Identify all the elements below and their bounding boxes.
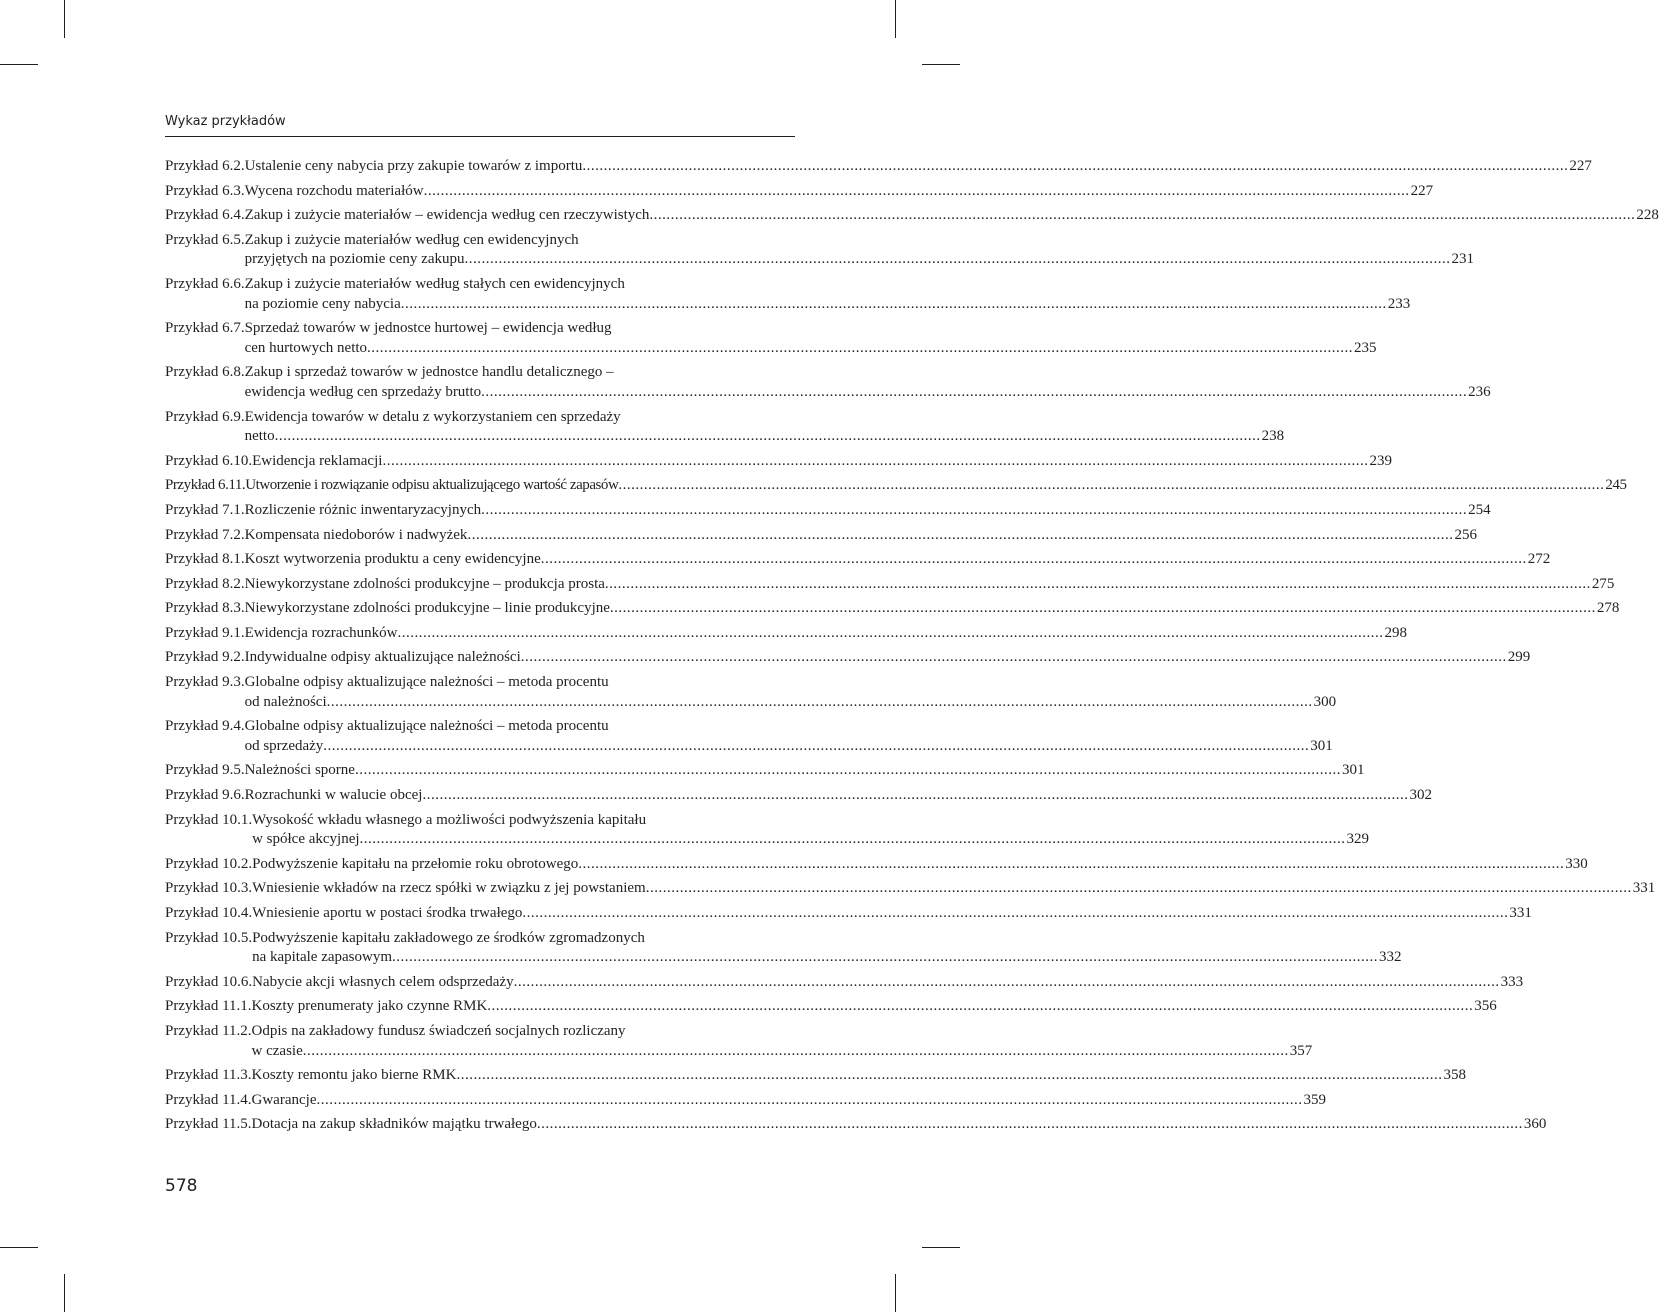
dot-leader — [481, 383, 1467, 403]
toc-entry[interactable] — [165, 206, 1659, 226]
example-title-line: Podwyższenie kapitału na przełomie roku obrotowego — [252, 855, 579, 872]
toc-entry[interactable] — [165, 526, 1477, 546]
dot-leader — [401, 295, 1387, 315]
example-number: Przykład 9.3. — [165, 674, 245, 691]
example-title — [245, 575, 1615, 595]
example-title — [245, 624, 1407, 644]
example-title — [252, 904, 1532, 924]
page-ref[interactable]: 358 — [1443, 1067, 1466, 1084]
crop-mark-bottom-left-horizontal — [0, 1247, 38, 1248]
dot-leader — [481, 501, 1467, 521]
page-ref[interactable]: 330 — [1565, 855, 1588, 872]
example-title-line: Utworzenie i rozwiązanie odpisu aktualizującego wartość zapasów — [245, 477, 619, 494]
page-ref[interactable]: 360 — [1523, 1116, 1547, 1133]
example-title-line: Zakup i zużycie materiałów – ewidencja według cen rzeczywistych — [244, 207, 650, 224]
example-number: Przykład 8.3. — [165, 600, 245, 617]
toc-entry[interactable] — [165, 599, 1620, 619]
example-title-line: Wniesienie aportu w postaci środka trwałego — [252, 905, 523, 921]
example-title-line: Koszty remontu jako bierne RMK — [251, 1067, 457, 1084]
example-title-line: Rozrachunki w walucie obcej — [244, 787, 423, 804]
dot-leader — [303, 1042, 1289, 1062]
example-number: Przykład 10.4. — [165, 905, 253, 921]
example-title — [245, 476, 1626, 496]
example-number: Przykład 10.6. — [165, 973, 253, 990]
toc-entry[interactable] — [165, 624, 1407, 644]
page-ref[interactable]: 356 — [1474, 998, 1497, 1015]
toc-entry[interactable] — [165, 648, 1531, 668]
dot-leader — [360, 830, 1346, 850]
dot-leader — [610, 599, 1596, 619]
toc-entry[interactable] — [165, 929, 1402, 968]
example-title-line: Wniesienie wkładów na rzecz spółki w związku z jej powstaniem — [252, 880, 646, 897]
toc-entry[interactable] — [165, 786, 1432, 806]
example-title-line: Gwarancje — [251, 1091, 317, 1108]
example-title — [252, 879, 1655, 899]
dot-leader — [392, 948, 1378, 968]
page-ref[interactable]: 236 — [1468, 383, 1491, 400]
page-ref[interactable]: 233 — [1387, 295, 1411, 312]
example-number: Przykład 11.3. — [165, 1067, 252, 1084]
example-number: Przykład 6.3. — [165, 182, 245, 199]
example-title — [245, 206, 1659, 226]
example-title — [245, 319, 1377, 358]
example-number: Przykład 6.9. — [165, 408, 245, 425]
crop-mark-top-left-vertical — [64, 0, 65, 38]
dot-leader — [646, 879, 1632, 899]
crop-mark-bottom-right-vertical — [895, 1274, 896, 1312]
example-title-line: cen hurtowych netto — [244, 339, 368, 356]
example-title-line: Nabycie akcji własnych celem odsprzedaży — [252, 973, 514, 990]
page-number: 578 — [165, 1176, 198, 1196]
dot-leader — [541, 550, 1527, 570]
crop-mark-bottom-left-vertical — [64, 1274, 65, 1312]
example-title-line: Dotacja na zakup składników majątku trwałego — [251, 1116, 537, 1133]
example-title-line: Sprzedaż towarów w jednostce hurtowej – ewidencja według — [244, 320, 612, 337]
example-number: Przykład 9.2. — [165, 649, 245, 666]
example-number: Przykład 11.4. — [165, 1091, 252, 1108]
example-number: Przykład 9.5. — [165, 762, 245, 779]
toc-entry[interactable] — [165, 363, 1491, 402]
example-title-line: Kompensata niedoborów i nadwyżek — [244, 526, 468, 543]
dot-leader — [456, 1066, 1442, 1086]
toc-entry[interactable] — [165, 476, 1627, 496]
example-title-line: Globalne odpisy aktualizujące należności – metoda procentu — [244, 674, 609, 691]
crop-mark-top-right-horizontal — [922, 64, 960, 65]
example-number: Przykład 6.8. — [165, 364, 245, 381]
page-ref[interactable]: 256 — [1454, 526, 1477, 543]
example-title-line: Indywidualne odpisy aktualizujące należności — [244, 649, 521, 666]
example-title — [245, 761, 1365, 781]
page-ref[interactable]: 227 — [1569, 158, 1592, 174]
toc-entry[interactable] — [165, 1022, 1313, 1061]
example-title-line: od należności — [244, 693, 327, 710]
toc-entry[interactable] — [165, 575, 1615, 595]
page-ref[interactable]: 301 — [1310, 737, 1333, 754]
dot-leader — [649, 206, 1635, 226]
toc-entry[interactable] — [165, 811, 1370, 850]
dot-leader — [537, 1115, 1523, 1135]
example-title — [245, 550, 1551, 570]
example-title-line: Koszty prenumeraty jako czynne RMK — [251, 998, 488, 1015]
example-title — [252, 1091, 1326, 1111]
toc-entry[interactable] — [165, 157, 1592, 177]
dot-leader — [275, 427, 1261, 447]
example-number: Przykład 10.1. — [165, 811, 253, 828]
page-ref[interactable]: 275 — [1591, 575, 1615, 592]
dot-leader — [316, 1091, 1302, 1111]
page-ref[interactable]: 254 — [1468, 501, 1491, 518]
dot-leader — [355, 761, 1341, 781]
example-title-line: na poziomie ceny nabycia — [244, 295, 401, 312]
example-title-line: w czasie — [251, 1042, 303, 1059]
toc-entry[interactable] — [165, 319, 1377, 358]
example-number: Przykład 8.2. — [165, 575, 245, 592]
example-number: Przykład 11.1. — [165, 998, 252, 1015]
toc-entry[interactable] — [165, 1066, 1466, 1086]
example-title — [245, 501, 1491, 521]
example-number: Przykład 9.1. — [165, 624, 245, 641]
crop-mark-bottom-right-horizontal — [922, 1247, 960, 1248]
example-title — [252, 855, 1588, 875]
page-ref[interactable]: 235 — [1354, 339, 1377, 356]
dot-leader — [382, 452, 1368, 472]
page-ref[interactable]: 227 — [1410, 182, 1434, 199]
toc-entry[interactable] — [165, 673, 1337, 712]
example-title — [245, 673, 1337, 712]
example-title — [252, 452, 1392, 472]
example-title-line: Globalne odpisy aktualizujące należności – metoda procentu — [244, 718, 609, 735]
toc-entry[interactable] — [165, 550, 1551, 570]
page-ref[interactable]: 302 — [1409, 787, 1432, 804]
page-ref[interactable]: 278 — [1596, 600, 1620, 617]
dot-leader — [487, 997, 1473, 1017]
toc-entry[interactable] — [165, 1115, 1547, 1135]
page-ref[interactable]: 239 — [1369, 452, 1392, 469]
example-title-line: na kapitale zapasowym — [252, 949, 393, 966]
example-number: Przykład 6.7. — [165, 320, 245, 337]
example-title-line: w spółce akcyjnej — [252, 831, 360, 848]
example-title — [245, 408, 1285, 447]
crop-mark-top-right-vertical — [895, 0, 896, 38]
toc-entry[interactable] — [165, 973, 1524, 993]
page-ref[interactable]: 228 — [1636, 207, 1659, 224]
example-number: Przykład 6.4. — [165, 207, 245, 224]
example-title — [252, 1066, 1466, 1086]
example-title — [252, 929, 1401, 968]
dot-leader — [578, 855, 1564, 875]
example-title-line: Zakup i zużycie materiałów według stałych cen ewidencyjnych — [244, 275, 625, 292]
example-number: Przykład 10.5. — [165, 929, 253, 946]
example-number: Przykład 6.10. — [165, 452, 253, 469]
page-ref[interactable]: 357 — [1289, 1042, 1313, 1059]
example-number: Przykład 6.2. — [165, 158, 245, 174]
example-title — [245, 231, 1474, 270]
header-rule — [165, 136, 795, 137]
example-title — [245, 182, 1434, 202]
example-title — [245, 275, 1411, 314]
example-title — [252, 811, 1369, 850]
page-ref[interactable]: 238 — [1261, 428, 1285, 445]
toc-entry[interactable] — [165, 452, 1392, 472]
toc-entry[interactable] — [165, 408, 1285, 447]
example-title-line: Podwyższenie kapitału zakładowego ze środków zgromadzonych — [252, 929, 645, 946]
toc-entry[interactable] — [165, 761, 1365, 781]
example-title — [245, 786, 1432, 806]
example-title-line: Ustalenie ceny nabycia przy zakupie towarów z importu — [244, 158, 583, 174]
example-title-line: Zakup i sprzedaż towarów w jednostce handlu detalicznego – — [244, 364, 614, 381]
examples-list — [165, 157, 1659, 1140]
page-ref[interactable]: 331 — [1632, 880, 1656, 897]
example-number: Przykład 6.6. — [165, 275, 245, 292]
example-title-line: ewidencja według cen sprzedaży brutto — [244, 383, 482, 400]
example-number: Przykład 10.3. — [165, 880, 253, 897]
example-title-line: Ewidencja rozrachunków — [244, 624, 398, 641]
toc-entry[interactable] — [165, 997, 1497, 1017]
toc-entry[interactable] — [165, 275, 1411, 314]
example-title-line: Niewykorzystane zdolności produkcyjne – linie produkcyjne — [244, 600, 610, 617]
example-title — [245, 717, 1333, 756]
example-title-line: przyjętych na poziomie ceny zakupu — [244, 251, 465, 268]
dot-leader — [424, 182, 1410, 202]
toc-entry[interactable] — [165, 231, 1474, 270]
example-title — [245, 157, 1592, 177]
example-title — [245, 648, 1531, 668]
dot-leader — [522, 904, 1508, 924]
toc-entry[interactable] — [165, 501, 1491, 521]
example-title-line: Wycena rozchodu materiałów — [244, 182, 424, 199]
page-ref[interactable]: 332 — [1379, 949, 1402, 966]
page-ref[interactable]: 300 — [1313, 693, 1337, 710]
example-title-line: Ewidencja towarów w detalu z wykorzystaniem cen sprzedaży — [244, 408, 621, 425]
example-number: Przykład 6.5. — [165, 231, 245, 248]
page-ref[interactable]: 299 — [1507, 649, 1531, 666]
example-title — [252, 1022, 1313, 1061]
crop-mark-top-left-horizontal — [0, 64, 38, 65]
page-ref[interactable]: 359 — [1303, 1091, 1326, 1108]
dot-leader — [465, 250, 1451, 270]
toc-entry[interactable] — [165, 182, 1434, 202]
dot-leader — [327, 693, 1313, 713]
page-ref[interactable]: 231 — [1451, 251, 1474, 268]
example-title — [245, 599, 1620, 619]
example-title-line: Koszt wytworzenia produktu a ceny ewidencyjne — [244, 551, 541, 568]
page-ref[interactable]: 331 — [1509, 905, 1532, 921]
example-title-line: Należności sporne — [244, 762, 355, 779]
dot-leader — [397, 624, 1383, 644]
page-ref[interactable]: 333 — [1500, 973, 1524, 990]
dot-leader — [467, 526, 1453, 546]
example-number: Przykład 7.2. — [165, 526, 245, 543]
running-head: Wykaz przykładów — [165, 114, 286, 129]
toc-entry[interactable] — [165, 879, 1656, 899]
toc-entry[interactable] — [165, 904, 1532, 924]
dot-leader — [605, 575, 1591, 595]
example-number: Przykład 10.2. — [165, 855, 253, 872]
page-ref[interactable]: 298 — [1384, 624, 1407, 641]
example-number: Przykład 11.5. — [165, 1116, 252, 1133]
example-title — [252, 1115, 1547, 1135]
example-title — [245, 363, 1491, 402]
example-number: Przykład 6.11. — [165, 477, 246, 494]
dot-leader — [582, 157, 1568, 177]
example-title-line: Rozliczenie różnic inwentaryzacyjnych — [244, 501, 482, 518]
dot-leader — [521, 648, 1507, 668]
page-ref[interactable]: 329 — [1346, 831, 1370, 848]
example-title-line: Niewykorzystane zdolności produkcyjne – produkcja prosta — [244, 575, 605, 592]
example-title-line: netto — [244, 428, 275, 445]
example-title-line: Odpis na zakładowy fundusz świadczeń socjalnych rozliczany — [251, 1022, 626, 1039]
example-number: Przykład 11.2. — [165, 1022, 252, 1039]
example-number: Przykład 9.6. — [165, 787, 245, 804]
toc-entry[interactable] — [165, 717, 1333, 756]
example-title-line: Zakup i zużycie materiałów według cen ewidencyjnych — [244, 231, 579, 248]
dot-leader — [323, 737, 1309, 757]
example-title-line: Wysokość wkładu własnego a możliwości podwyższenia kapitału — [252, 811, 647, 828]
example-title — [245, 526, 1477, 546]
example-number: Przykład 9.4. — [165, 718, 245, 735]
dot-leader — [422, 786, 1408, 806]
example-number: Przykład 8.1. — [165, 551, 245, 568]
example-title-line: od sprzedaży — [244, 737, 324, 754]
example-title — [252, 973, 1523, 993]
page-ref[interactable]: 272 — [1527, 551, 1551, 568]
dot-leader — [618, 476, 1604, 496]
toc-entry[interactable] — [165, 855, 1588, 875]
example-title — [252, 997, 1497, 1017]
example-number: Przykład 7.1. — [165, 501, 245, 518]
toc-entry[interactable] — [165, 1091, 1326, 1111]
dot-leader — [514, 973, 1500, 993]
page-ref[interactable]: 245 — [1605, 477, 1627, 494]
page-ref[interactable]: 301 — [1341, 762, 1365, 779]
example-title-line: Ewidencja reklamacji — [252, 452, 383, 469]
dot-leader — [367, 339, 1353, 359]
